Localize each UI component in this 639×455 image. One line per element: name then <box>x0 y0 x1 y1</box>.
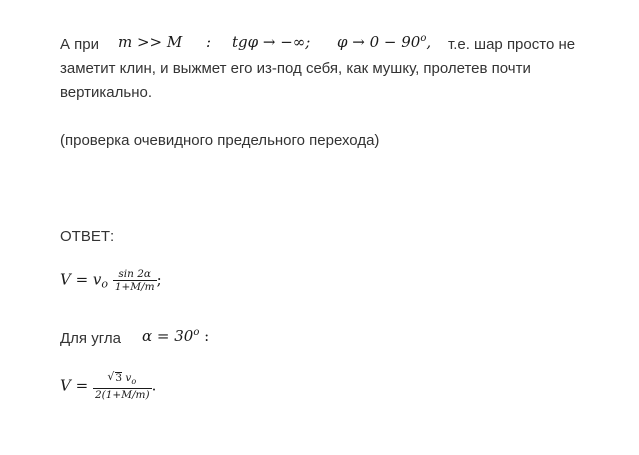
sqrt-radicand: 3 <box>115 372 123 384</box>
note-text: (проверка очевидного предельного перехода) <box>60 132 380 149</box>
para1-line3: вертикально. <box>60 84 152 101</box>
para1-line1-prefix: А при <box>60 36 100 53</box>
formula2-subscript: o <box>131 377 137 386</box>
math-m-gg-M: m >> M <box>118 33 183 51</box>
math-comma: , <box>426 33 432 51</box>
formula2-denominator: 2(1+M/m) <box>94 389 150 401</box>
angle-colon: : <box>199 327 210 345</box>
math-phi-limit <box>337 33 431 51</box>
formula1-semicolon: ; <box>156 270 162 289</box>
para1-line1-suffix: т.е. шар просто не <box>448 36 576 53</box>
sqrt-symbol <box>108 372 122 384</box>
formula1-numerator: sin 2α <box>113 268 157 281</box>
formula2-fraction <box>93 372 152 401</box>
para1-line2: заметит клин, и выжмет его из-под себя, как мушку, пролетев почти <box>60 60 531 77</box>
formula2-period: . <box>151 376 157 395</box>
formula1-denominator: 1+M/m <box>114 281 155 293</box>
angle-label: Для угла <box>60 330 121 347</box>
formula-velocity <box>60 268 162 293</box>
math-phi-degree: o <box>420 33 427 44</box>
math-phi-limit-text: φ → 0 − 90 <box>337 33 421 51</box>
formula2-numerator <box>93 372 152 389</box>
angle-expression <box>142 327 209 345</box>
formula1-subscript: o <box>101 277 109 291</box>
formula1-fraction <box>113 268 157 293</box>
angle-degree: o <box>193 327 200 338</box>
math-colon: : <box>206 33 212 51</box>
formula-velocity-30 <box>60 372 156 401</box>
formula1-lhs: V = v <box>60 270 102 289</box>
formula2-lhs: V = <box>60 376 89 395</box>
math-tg-phi-limit: tgφ → −∞; <box>232 33 311 51</box>
answer-label: ОТВЕТ: <box>60 228 115 245</box>
formula2-v: v <box>125 372 132 384</box>
angle-expr-text: α = 30 <box>142 327 194 345</box>
